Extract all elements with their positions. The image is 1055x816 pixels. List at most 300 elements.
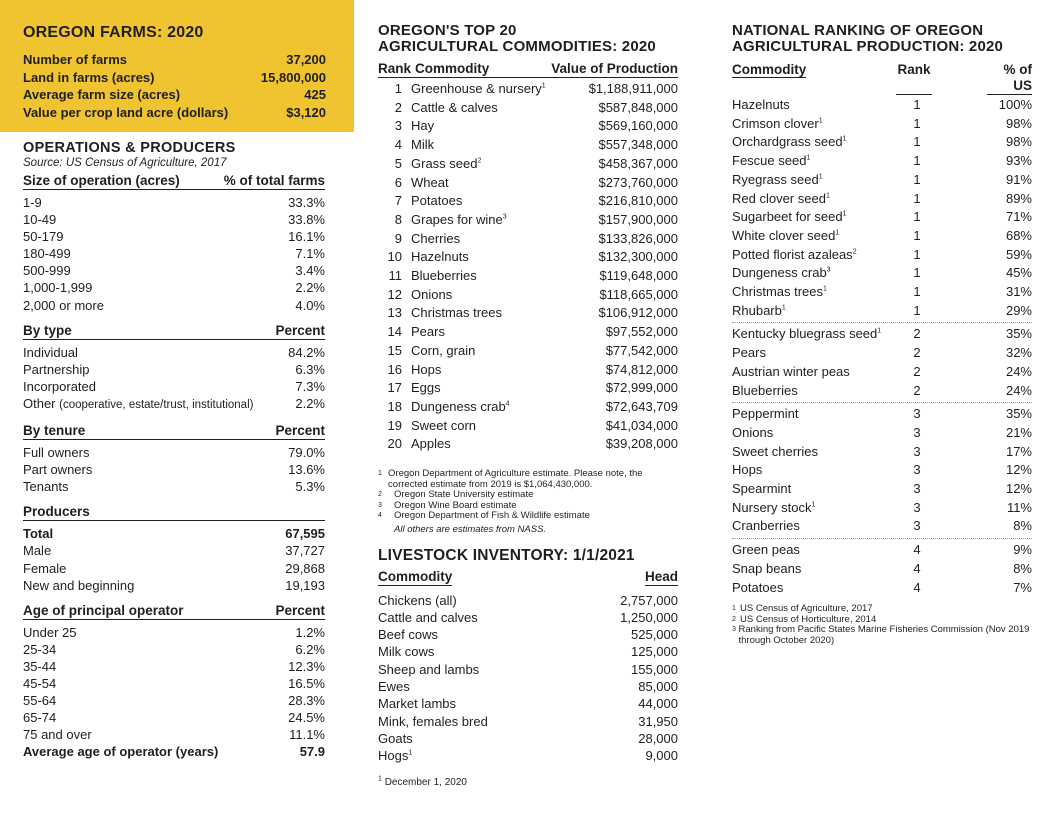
livestock-name: Ewes <box>378 679 410 695</box>
tenure-label: Part owners <box>23 462 93 478</box>
livestock-head: 31,950 <box>638 713 678 729</box>
farms-row <box>23 51 326 69</box>
top20-value: $118,665,000 <box>599 286 678 302</box>
top20-row <box>378 323 678 342</box>
national-rank: 1 <box>913 115 921 131</box>
national-name: Sugarbeet for seed <box>732 209 843 225</box>
top20-rank: 19 <box>387 417 402 433</box>
tenure-value: 79.0% <box>288 445 325 461</box>
top20-commodity-name: Milk <box>411 137 435 153</box>
livestock-name: Cattle and calves <box>378 609 478 625</box>
livestock-name: Sheep and lambs <box>378 661 480 677</box>
type-other-label: Other <box>23 395 56 411</box>
top20-value: $132,300,000 <box>598 249 678 265</box>
size-label: 50-179 <box>23 229 64 245</box>
top20-commodity-name: Sweet corn <box>411 417 477 433</box>
top20-commodity <box>410 99 598 118</box>
age-row <box>23 692 325 709</box>
national-name: Hazelnuts <box>732 97 790 112</box>
livestock-commodity <box>378 626 438 643</box>
top20-row <box>378 211 678 230</box>
tenure-value: 5.3% <box>295 479 325 495</box>
age-label: 55-64 <box>23 693 57 709</box>
national-note-mark: 1 <box>781 304 786 312</box>
tenure-list <box>23 444 325 495</box>
footnote-mark: 3 <box>378 501 382 509</box>
livestock-name: Beef cows <box>378 627 438 643</box>
national-footnotes <box>732 604 1032 646</box>
producers-label: New and beginning <box>23 577 135 593</box>
age-row <box>23 624 325 641</box>
top20-commodity <box>410 136 598 155</box>
national-name: Austrian winter peas <box>732 363 850 379</box>
national-commodity <box>732 480 897 499</box>
national-note-mark: 1 <box>823 285 827 293</box>
national-rank: 1 <box>913 171 921 187</box>
national-name: Ryegrass seed <box>732 171 819 187</box>
national-note-mark: 1 <box>877 328 882 336</box>
age-row <box>23 658 325 675</box>
national-rank: 2 <box>913 345 921 361</box>
national-rank: 4 <box>913 579 921 595</box>
top20-row <box>378 80 678 99</box>
national-pct: 7% <box>1013 579 1032 595</box>
top20-row <box>378 435 678 454</box>
top20-commodity-name: Christmas trees <box>411 305 503 321</box>
national-commodity <box>732 424 897 443</box>
tenure-value: 13.6% <box>288 462 325 478</box>
producers-row <box>23 542 325 559</box>
top20-note-mark: 2 <box>477 157 482 165</box>
national-commodity <box>732 152 897 171</box>
size-label: 180-499 <box>23 246 71 262</box>
age-value: 24.5% <box>288 710 325 726</box>
national-title <box>732 23 1032 55</box>
top20-value: $157,900,000 <box>598 211 678 227</box>
national-commodity <box>732 283 897 302</box>
top20-row <box>378 117 678 136</box>
national-commodity <box>732 560 897 579</box>
national-rank: 1 <box>913 246 921 262</box>
livestock-head: 125,000 <box>631 644 678 660</box>
top20-note-mark: 1 <box>541 82 546 90</box>
top20-rank: 16 <box>387 361 402 377</box>
tenure-row <box>23 478 325 495</box>
national-commodity <box>732 517 897 536</box>
national-name: White clover seed <box>732 227 836 243</box>
tenure-header <box>23 423 325 440</box>
national-note-mark: 1 <box>818 173 823 181</box>
national-row <box>732 424 1032 443</box>
livestock-section <box>378 548 678 788</box>
top20-row <box>378 398 678 417</box>
footnote-mark: 1 <box>732 605 736 613</box>
national-note-mark: 2 <box>852 248 857 256</box>
national-row <box>732 133 1032 152</box>
livestock-col-commodity: Commodity <box>378 568 453 584</box>
top20-row <box>378 174 678 193</box>
national-pct: 98% <box>1005 115 1032 131</box>
type-other-detail: (cooperative, estate/trust, institutional) <box>59 398 254 411</box>
national-commodity <box>732 171 897 190</box>
national-pct: 31% <box>1005 284 1032 300</box>
age-label: 35-44 <box>23 658 57 674</box>
top20-row <box>378 304 678 323</box>
national-rank: 3 <box>913 499 921 515</box>
top20-row <box>378 248 678 267</box>
livestock-name: Chickens (all) <box>378 592 457 608</box>
top20-commodity-name: Apples <box>411 436 451 452</box>
producers-value: 67,595 <box>285 526 325 542</box>
livestock-note-mark: 1 <box>408 749 413 757</box>
size-value: 33.3% <box>288 195 325 210</box>
type-row <box>23 344 325 361</box>
size-label: 10-49 <box>23 212 57 228</box>
footnote-text: US Census of Agriculture, 2017 <box>740 603 873 615</box>
livestock-title: LIVESTOCK INVENTORY: 1/1/2021 <box>378 546 635 564</box>
national-name: Dungeness crab <box>732 265 827 281</box>
footnote-text: Oregon Department of Fish & Wildlife estimate <box>394 510 590 522</box>
top20-rank: 15 <box>387 342 402 358</box>
national-pct: 32% <box>1005 345 1032 361</box>
national-name: Potted florist azaleas <box>732 246 853 262</box>
livestock-footnote-mark: 1 <box>378 775 382 783</box>
age-row <box>23 709 325 726</box>
national-name: Fescue seed <box>732 153 807 169</box>
national-note-mark: 3 <box>826 267 831 274</box>
top20-rank: 17 <box>387 380 402 396</box>
national-pct: 93% <box>1005 153 1032 169</box>
producers-label: Female <box>23 560 67 576</box>
national-name: Onions <box>732 424 774 440</box>
oregon-farms-title: OREGON FARMS: 2020 <box>23 24 204 41</box>
national-rank: 2 <box>913 382 921 398</box>
national-commodity <box>732 302 897 321</box>
type-header-label: By type <box>23 322 72 338</box>
producers-row <box>23 525 325 542</box>
national-commodity <box>732 264 897 283</box>
producers-header <box>23 504 325 521</box>
national-pct: 9% <box>1013 542 1032 558</box>
national-commodity <box>732 133 897 152</box>
age-value: 1.2% <box>295 624 325 640</box>
top20-commodity-name: Hops <box>411 361 442 377</box>
top20-value: $458,367,000 <box>598 155 678 171</box>
livestock-commodity <box>378 730 413 747</box>
farms-value: 37,200 <box>286 52 326 67</box>
national-commodity <box>732 208 897 227</box>
farms-value: 425 <box>304 87 326 102</box>
national-name: Green peas <box>732 542 800 558</box>
type-row <box>23 378 325 395</box>
size-row <box>23 194 325 211</box>
national-row <box>732 264 1032 283</box>
national-commodity <box>732 190 897 209</box>
national-pct: 24% <box>1005 363 1032 379</box>
national-note-mark: 1 <box>842 136 847 144</box>
national-col-rank: Rank <box>896 62 932 95</box>
national-name: Rhubarb <box>732 302 782 318</box>
tenure-header-label: By tenure <box>23 423 86 439</box>
livestock-head: 9,000 <box>645 748 678 764</box>
type-label: Partnership <box>23 361 90 377</box>
livestock-name: Goats <box>378 730 413 746</box>
livestock-name: Market lambs <box>378 696 457 712</box>
top20-row <box>378 155 678 174</box>
size-row <box>23 297 325 314</box>
top20-commodity-name: Pears <box>411 324 445 340</box>
top20-rank: 9 <box>394 230 402 246</box>
avg-age-value: 57.9 <box>299 744 325 760</box>
age-row <box>23 675 325 692</box>
national-pct: 12% <box>1005 462 1032 478</box>
top20-commodity <box>410 304 598 323</box>
livestock-commodity <box>378 695 456 712</box>
national-row <box>732 96 1032 115</box>
national-footnote <box>732 625 1032 646</box>
top20-title-line1: OREGON'S TOP 20 <box>378 22 517 39</box>
footnote-text: Ranking from Pacific States Marine Fisheries Commission (Nov 2019 through October 2020) <box>738 624 1030 646</box>
national-title-line2: AGRICULTURAL PRODUCTION: 2020 <box>732 38 1004 55</box>
national-row <box>732 208 1032 227</box>
size-value: 2.2% <box>295 280 325 296</box>
national-note-mark: 1 <box>818 117 823 125</box>
size-value: 4.0% <box>295 297 325 313</box>
top20-row <box>378 267 678 286</box>
top20-footnote <box>378 490 678 501</box>
national-row <box>732 443 1032 462</box>
national-header <box>732 62 1032 95</box>
type-value: 7.3% <box>295 378 325 394</box>
national-rank: 1 <box>913 153 921 169</box>
farms-value: 15,800,000 <box>260 69 326 85</box>
national-row <box>732 227 1032 246</box>
top20-value: $72,999,000 <box>605 380 678 396</box>
national-pct: 100% <box>998 97 1032 112</box>
top20-commodity <box>410 417 606 436</box>
size-row <box>23 228 325 245</box>
national-rank: 3 <box>913 406 921 422</box>
top20-commodity <box>410 267 599 286</box>
top20-title-line2: AGRICULTURAL COMMODITIES: 2020 <box>378 38 656 55</box>
age-label: 45-54 <box>23 675 57 691</box>
farms-label: Average farm size (acres) <box>23 87 181 102</box>
national-row <box>732 579 1032 598</box>
national-commodity <box>732 499 897 518</box>
national-rank: 1 <box>913 302 921 318</box>
national-note-mark: 1 <box>825 192 830 200</box>
top20-rank: 8 <box>394 211 402 227</box>
top20-rank: 1 <box>394 81 402 96</box>
national-rank: 1 <box>913 284 921 300</box>
national-row <box>732 344 1032 363</box>
top20-commodity <box>410 80 589 99</box>
top20-commodity <box>410 230 598 249</box>
footnote-text: Oregon Wine Board estimate <box>394 499 517 511</box>
national-row <box>732 171 1032 190</box>
top20-value: $77,542,000 <box>605 342 678 358</box>
national-row <box>732 517 1032 536</box>
top20-rank: 20 <box>387 436 402 452</box>
top20-commodity-name: Wheat <box>411 174 449 190</box>
livestock-commodity <box>378 609 478 626</box>
top20-commodity-name: Blueberries <box>411 268 477 284</box>
top20-rank: 18 <box>387 398 402 414</box>
livestock-row <box>378 643 678 660</box>
tenure-label: Tenants <box>23 479 69 495</box>
national-name: Orchardgrass seed <box>732 134 843 150</box>
top20-footnote <box>378 511 678 522</box>
top20-commodity <box>410 342 606 361</box>
top20-commodity-name: Eggs <box>411 380 441 396</box>
livestock-commodity <box>378 713 488 730</box>
footnote-mark: 3 <box>732 626 736 634</box>
livestock-row <box>378 661 678 678</box>
top20-col-commodity: Commodity <box>411 61 551 78</box>
national-pct: 12% <box>1005 481 1032 497</box>
size-value: 7.1% <box>295 246 325 262</box>
age-value: 16.5% <box>288 675 325 691</box>
livestock-head: 1,250,000 <box>620 609 678 625</box>
national-pct: 29% <box>1005 302 1032 318</box>
livestock-name: Hogs <box>378 748 409 764</box>
national-pct: 59% <box>1005 246 1032 262</box>
age-label: Under 25 <box>23 624 77 640</box>
age-value: 28.3% <box>288 693 325 709</box>
top20-row <box>378 192 678 211</box>
national-name: Crimson clover <box>732 115 819 131</box>
livestock-row <box>378 747 678 764</box>
national-group <box>732 405 1032 539</box>
top20-title <box>378 23 678 55</box>
top20-value: $273,760,000 <box>598 174 678 190</box>
type-other-row <box>23 395 325 414</box>
national-rank: 3 <box>913 462 921 478</box>
top20-commodity <box>410 361 606 380</box>
top20-commodity-name: Greenhouse & nursery <box>411 81 542 96</box>
footnote-text: Oregon Department of Agriculture estimate. Please note, the corrected estimate from 2019 is $1,064,430,000. <box>388 468 643 490</box>
size-list <box>23 194 325 314</box>
avg-age-label: Average age of operator (years) <box>23 744 219 760</box>
type-other-value: 2.2% <box>295 395 325 411</box>
livestock-commodity <box>378 747 412 764</box>
age-label: 75 and over <box>23 727 92 743</box>
national-name: Peppermint <box>732 406 799 422</box>
top20-commodity-name: Grapes for wine <box>411 211 503 227</box>
oregon-farms-box <box>0 0 354 132</box>
top20-commodity <box>410 174 598 193</box>
size-row <box>23 245 325 262</box>
age-label: 25-34 <box>23 641 57 657</box>
national-pct: 17% <box>1005 443 1032 459</box>
age-header <box>23 603 325 620</box>
national-note-mark: 1 <box>811 501 816 509</box>
national-pct: 45% <box>1005 265 1032 281</box>
top20-value: $39,208,000 <box>605 436 678 452</box>
national-commodity <box>732 541 897 560</box>
national-rank: 2 <box>913 326 921 342</box>
top20-rank: 3 <box>394 118 402 134</box>
national-pct: 11% <box>1006 499 1032 515</box>
national-commodity <box>732 246 897 265</box>
producers-label: Total <box>23 526 54 542</box>
size-label: 2,000 or more <box>23 297 104 313</box>
type-row <box>23 361 325 378</box>
top20-row <box>378 286 678 305</box>
type-label: Incorporated <box>23 378 96 394</box>
livestock-col-head: Head <box>644 568 678 584</box>
national-commodity <box>732 443 897 462</box>
top20-row <box>378 361 678 380</box>
top20-value: $216,810,000 <box>598 193 678 209</box>
size-header-label: Size of operation (acres) <box>23 173 180 188</box>
top20-value: $569,160,000 <box>598 118 678 134</box>
national-commodity <box>732 382 897 401</box>
age-label: 65-74 <box>23 710 57 726</box>
top20-commodity <box>410 435 606 454</box>
producers-value: 19,193 <box>285 577 325 593</box>
national-list <box>732 96 1032 597</box>
top20-value: $557,348,000 <box>598 137 678 153</box>
national-rank: 4 <box>913 542 921 558</box>
farms-row <box>23 69 326 87</box>
top20-commodity <box>410 286 599 305</box>
national-commodity <box>732 461 897 480</box>
livestock-list <box>378 592 678 765</box>
national-pct: 35% <box>1005 406 1032 422</box>
national-name: Potatoes <box>732 579 784 595</box>
national-group <box>732 541 1032 597</box>
size-value: 3.4% <box>295 263 325 279</box>
national-rank: 3 <box>913 424 921 440</box>
top20-rank: 12 <box>387 286 402 302</box>
producers-row <box>23 560 325 577</box>
age-list <box>23 624 325 744</box>
livestock-row <box>378 730 678 747</box>
footnote-mark: 4 <box>378 512 382 520</box>
top20-rank: 6 <box>394 174 402 190</box>
national-row <box>732 246 1032 265</box>
tenure-header-value: Percent <box>275 423 325 439</box>
farms-label: Number of farms <box>23 52 128 67</box>
national-rank: 1 <box>913 134 921 150</box>
national-name: Nursery stock <box>732 499 812 515</box>
national-col-pct: % of US <box>987 62 1032 95</box>
national-name: Pears <box>732 345 766 361</box>
top20-value: $1,188,911,000 <box>588 81 678 96</box>
top20-commodity-name: Hay <box>411 118 435 134</box>
right-column <box>732 0 1032 646</box>
national-rank: 1 <box>913 97 921 112</box>
national-row <box>732 152 1032 171</box>
national-pct: 8% <box>1013 560 1032 576</box>
top20-rank: 7 <box>394 193 402 209</box>
top20-rank: 10 <box>387 249 402 265</box>
national-note-mark: 1 <box>842 210 847 218</box>
national-rank: 3 <box>913 481 921 497</box>
national-commodity <box>732 227 897 246</box>
top20-col-value: Value of Production <box>551 61 678 76</box>
size-header <box>23 173 325 190</box>
livestock-row <box>378 713 678 730</box>
national-pct: 35% <box>1005 326 1032 342</box>
national-pct: 91% <box>1005 171 1032 187</box>
top20-rank: 2 <box>394 99 402 115</box>
size-row <box>23 279 325 296</box>
national-rank: 1 <box>913 265 921 281</box>
top20-commodity <box>410 192 598 211</box>
livestock-footnote-text: December 1, 2020 <box>384 776 467 788</box>
